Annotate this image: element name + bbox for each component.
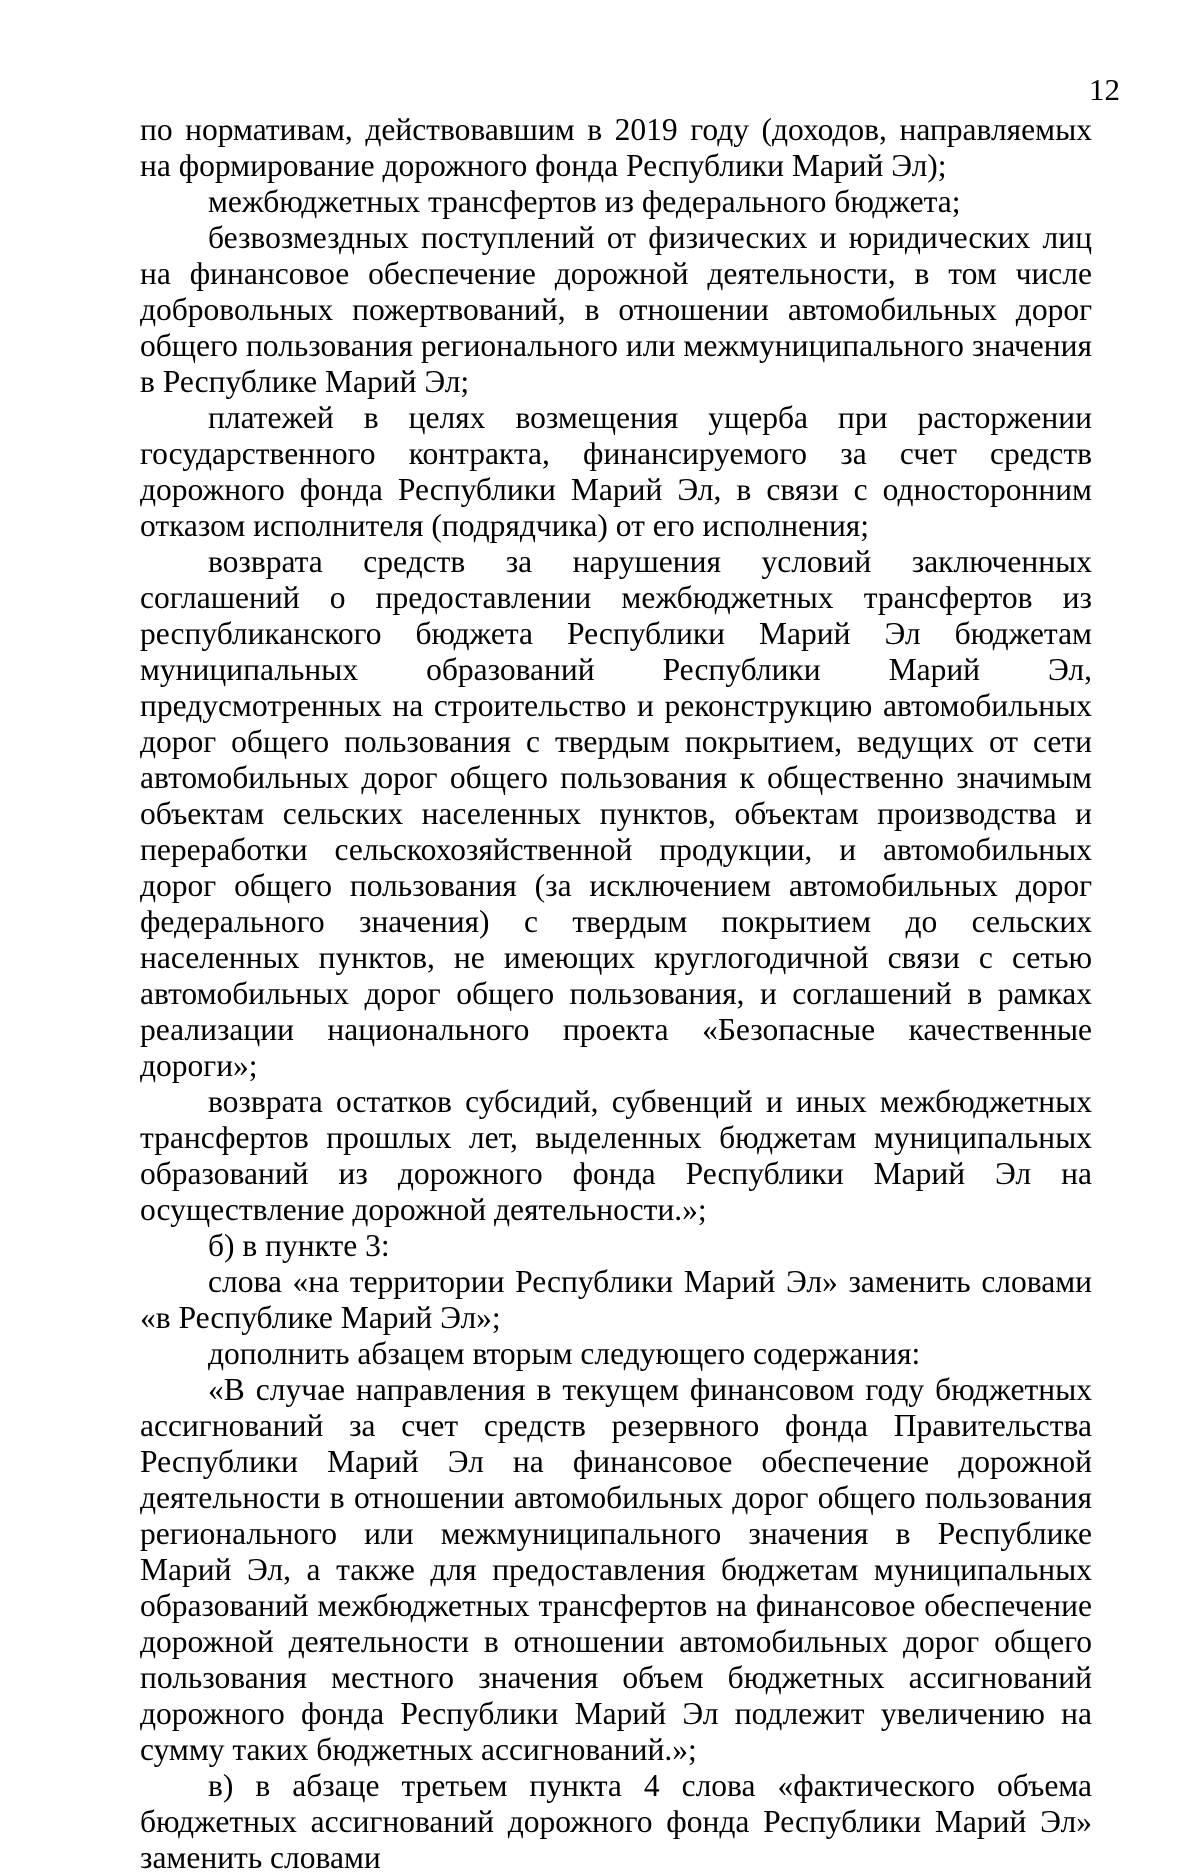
paragraph-damage-payments: платежей в целях возмещения ущерба при расторжении государственного контракта, финансируемого за счет средств дорожного фонда Республики Марий Эл, в связи с односторонним отказом исполнителя (подрядчика) от его исполнения; — [140, 400, 1092, 543]
paragraph-subsidy-residuals: возврата остатков субсидий, субвенций и иных межбюджетных трансфертов прошлых лет, выделенных бюджетам муниципальных образований из дорожного фонда Республики Марий Эл на осуществление дорожной деятельности.»; — [140, 1084, 1092, 1227]
paragraph-item-b: б) в пункте 3: — [208, 1228, 390, 1263]
page-number: 12 — [1089, 72, 1120, 107]
paragraph-gratuitous-receipts: безвозмездных поступлений от физических и юридических лиц на финансовое обеспечение дорожной деятельности, в том числе добровольных пожертвований, в отношении автомобильных дорог общего пользования регионального или межмуниципального значения в Республике Марий Эл; — [140, 220, 1092, 399]
paragraph-funds-return: возврата средств за нарушения условий заключенных соглашений о предоставлении межбюджетных трансфертов из республиканского бюджета Республики Марий Эл бюджетам муниципальных образований Республики Марий Эл, предусмотренных на строительство и реконструкцию автомобильных дорог общего пользования с твердым покрытием, ведущих от сети автомобильных дорог общего пользования к общественно значимым объектам сельских населенных пунктов, объектам производства и переработки сельскохозяйственной продукции, и автомобильных дорог общего пользования (за исключением автомобильных дорог федерального значения) с твердым покрытием до сельских населенных пунктов, не имеющих круглогодичной связи с сетью автомобильных дорог общего пользования, и соглашений в рамках реализации национального проекта «Безопасные качественные дороги»; — [140, 544, 1092, 1083]
paragraph-normatives: по нормативам, действовавшим в 2019 году (доходов, направляемых на формирование дорожного фонда Республики Марий Эл); — [140, 112, 1092, 183]
document-body — [140, 112, 1092, 1876]
paragraph-federal-transfers: межбюджетных трансфертов из федерального бюджета; — [208, 184, 961, 219]
paragraph-item-v: в) в абзаце третьем пункта 4 слова «фактического объема бюджетных ассигнований дорожного фонда Республики Марий Эл» заменить словами — [140, 1768, 1092, 1875]
paragraph-words-replace: слова «на территории Республики Марий Эл» заменить словами «в Республике Марий Эл»; — [140, 1264, 1092, 1335]
paragraph-reserve-fund: «В случае направления в текущем финансовом году бюджетных ассигнований за счет средств резервного фонда Правительства Республики Марий Эл на финансовое обеспечение дорожной деятельности в отношении автомобильных дорог общего пользования регионального или межмуниципального значения в Республике Марий Эл, а также для предоставления бюджетам муниципальных образований межбюджетных трансфертов на финансовое обеспечение дорожной деятельности в отношении автомобильных дорог общего пользования местного значения объем бюджетных ассигнований дорожного фонда Республики Марий Эл подлежит увеличению на сумму таких бюджетных ассигнований.»; — [140, 1372, 1092, 1767]
paragraph-add-second: дополнить абзацем вторым следующего содержания: — [208, 1336, 921, 1371]
